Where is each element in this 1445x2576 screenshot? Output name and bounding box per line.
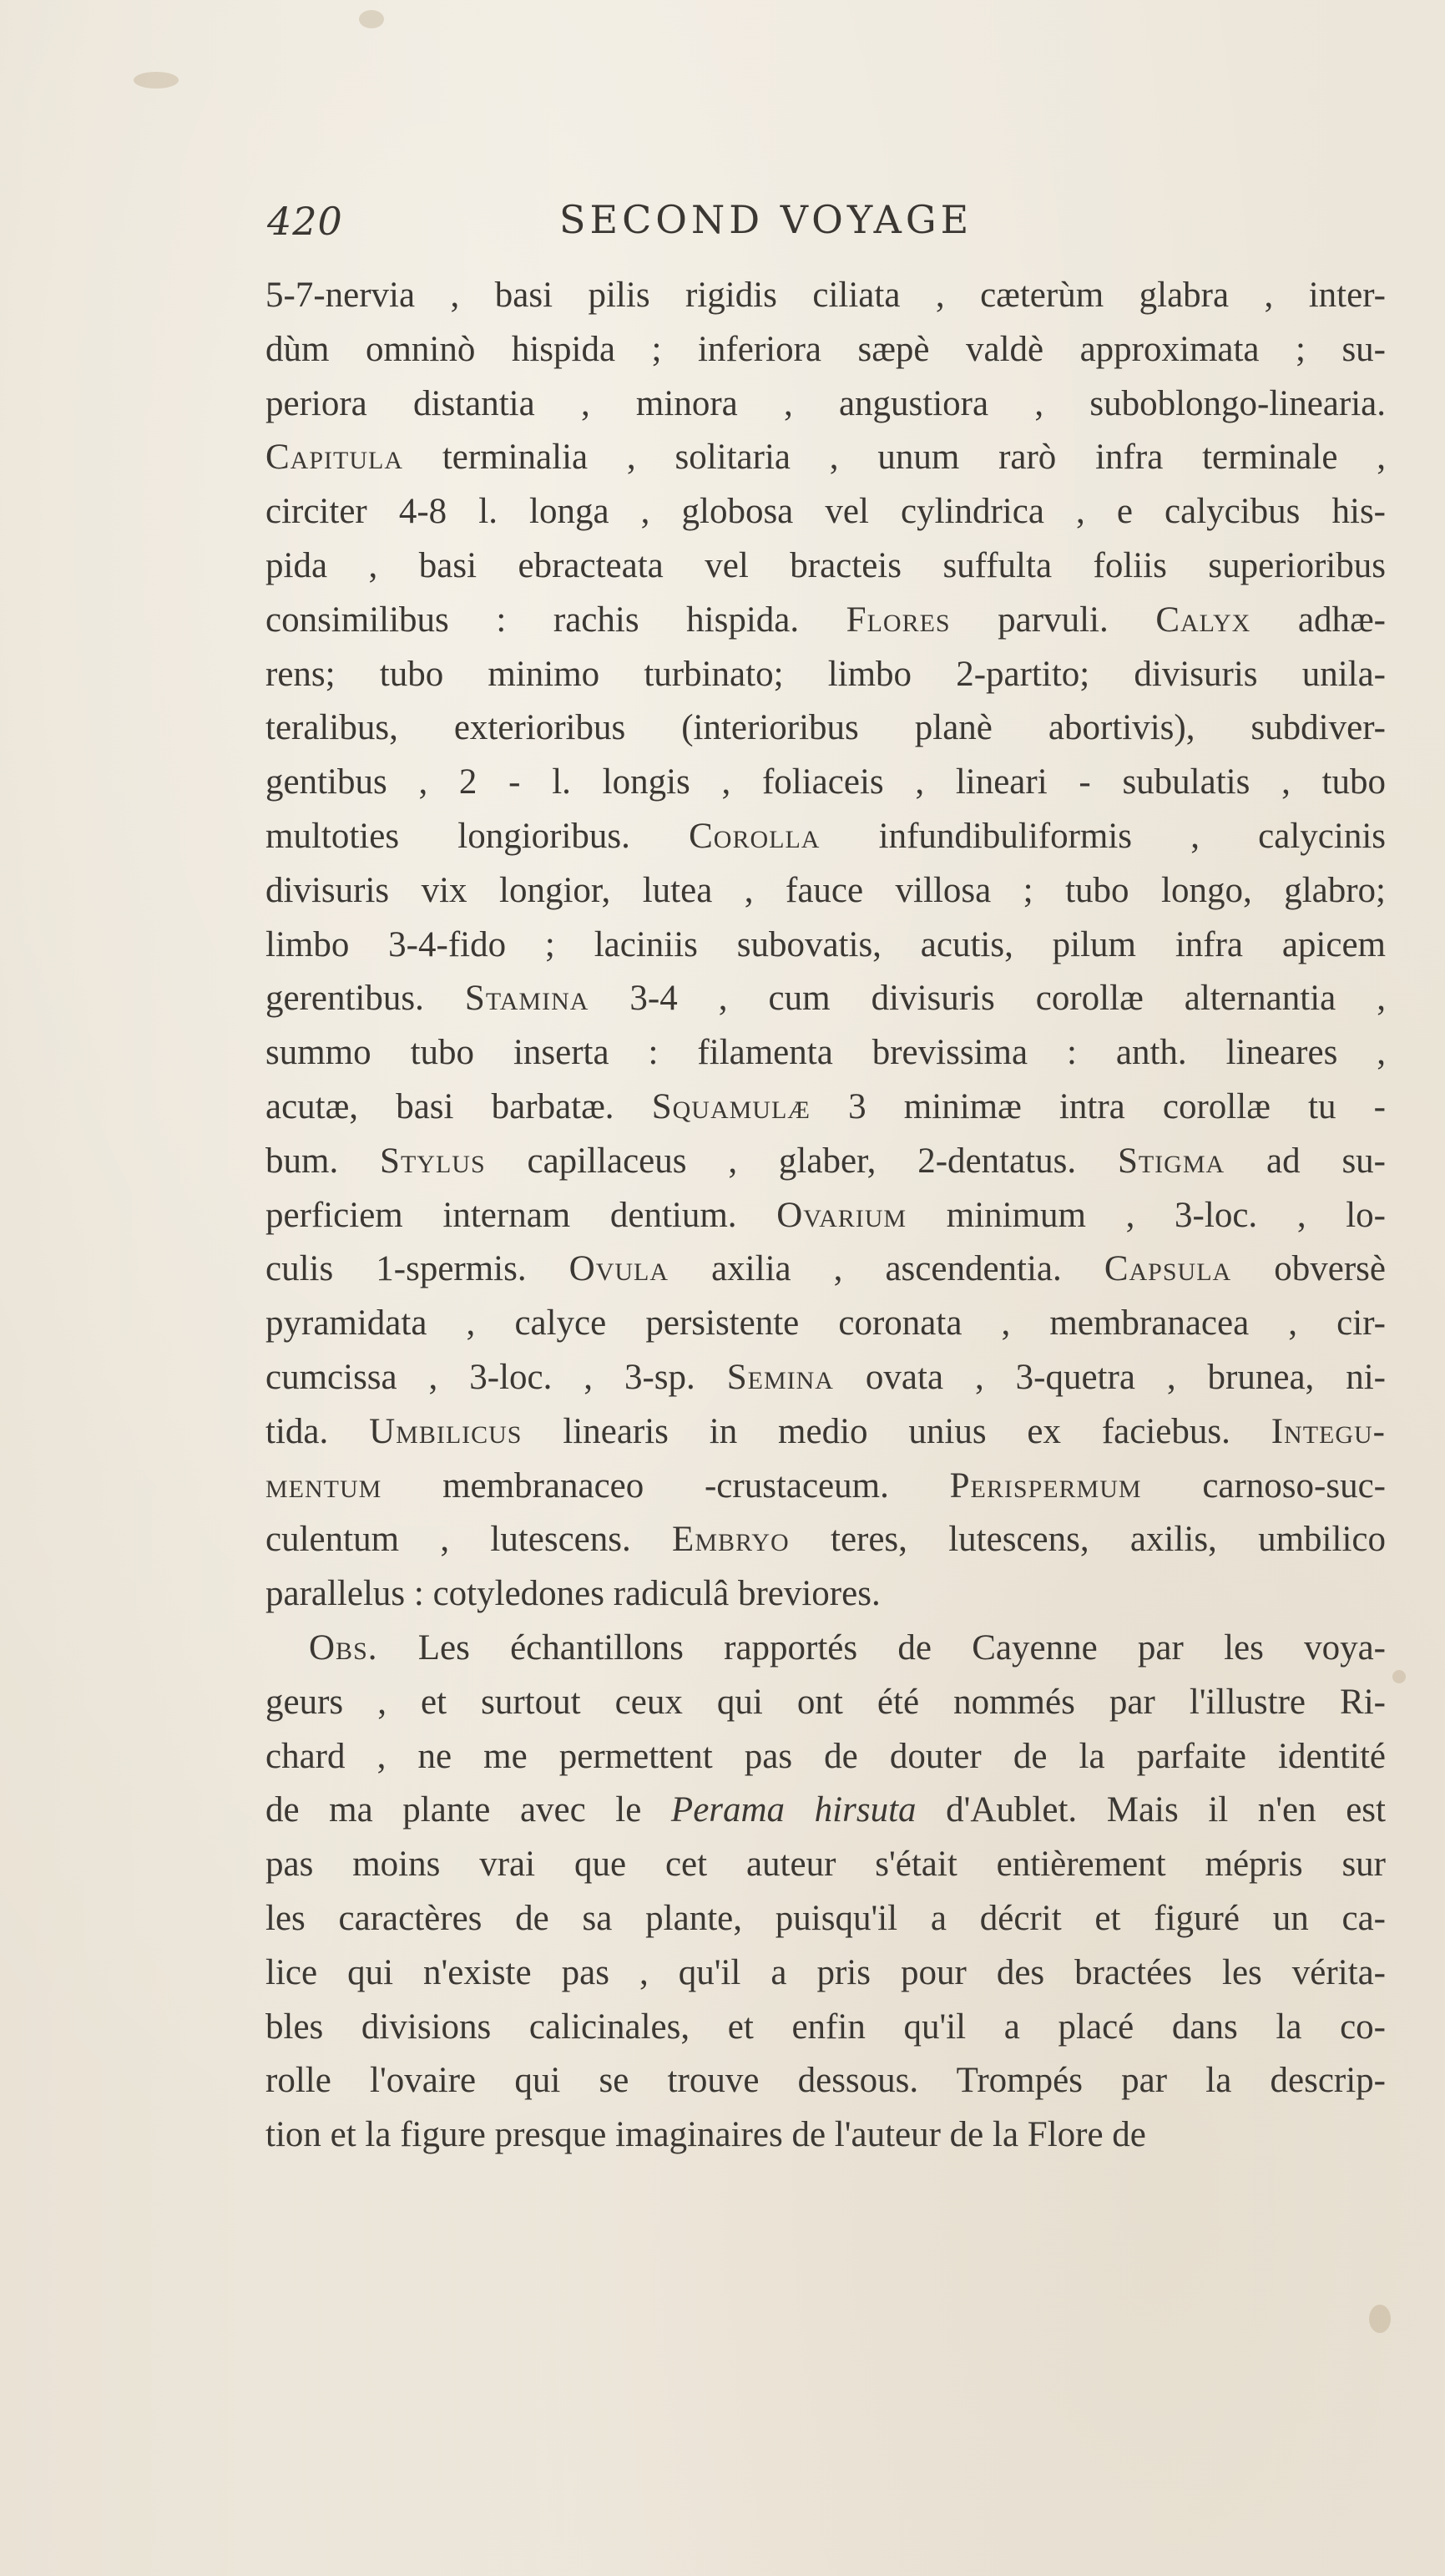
text-line <box>265 594 1386 648</box>
text-run: teralibus, exterioribus (interioribus planè abortivis), subdiver- <box>265 708 1386 748</box>
text-run: membranaceo -crustaceum. <box>381 1465 950 1506</box>
text-run: consimilibus : rachis hispida. <box>265 600 846 640</box>
text-line <box>265 323 1386 377</box>
small-caps-term: Perispermum <box>949 1465 1142 1506</box>
text-run: infundibuliformis , calycinis <box>820 816 1387 856</box>
text-run: obversè <box>1231 1249 1386 1289</box>
text-line <box>265 1189 1386 1243</box>
text-run: carnoso-suc- <box>1141 1465 1386 1506</box>
text-run: chard , ne me permettent pas de douter de la parfaite identité <box>265 1736 1386 1776</box>
small-caps-term: Semina <box>726 1357 834 1397</box>
text-run: minimum , 3-loc. , lo- <box>907 1195 1386 1235</box>
text-run: pas moins vrai que cet auteur s'était entièrement mépris sur <box>265 1845 1386 1885</box>
text-run: 3-4 , cum divisuris corollæ alternantia , <box>589 979 1387 1019</box>
text-line <box>265 1567 1386 1622</box>
text-line <box>265 1622 1386 1676</box>
text-line <box>265 864 1386 919</box>
body-text <box>265 269 1386 2163</box>
text-line <box>265 1460 1386 1514</box>
text-run: pyramidata , calyce persistente coronata , membranacea , cir- <box>265 1303 1386 1344</box>
text-run: axilia , ascendentia. <box>669 1249 1104 1289</box>
text-line <box>265 485 1386 539</box>
small-caps-term: Squamulæ <box>651 1086 811 1126</box>
small-caps-term: Capitula <box>265 438 404 478</box>
text-line <box>265 2054 1386 2108</box>
text-line <box>265 1676 1386 1730</box>
text-line <box>265 1892 1386 1946</box>
text-line <box>265 919 1386 973</box>
text-line <box>265 377 1386 432</box>
text-line <box>265 1784 1386 1838</box>
text-run: capillaceus , glaber, 2-dentatus. <box>485 1141 1118 1181</box>
text-run: geurs , et surtout ceux qui ont été nommés par l'illustre Ri- <box>265 1682 1386 1722</box>
text-run: tida. <box>265 1411 370 1451</box>
text-run: cumcissa , 3-loc. , 3-sp. <box>265 1357 727 1397</box>
small-caps-term: Ovarium <box>776 1195 907 1235</box>
text-run: linearis in medio unius ex faciebus. <box>522 1411 1271 1451</box>
small-caps-term: Stigma <box>1117 1141 1225 1181</box>
text-line <box>265 269 1386 323</box>
text-run: rolle l'ovaire qui se trouve dessous. Trompés par la descrip- <box>265 2061 1386 2101</box>
text-run: limbo 3-4-fido ; laciniis subovatis, acutis, pilum infra apicem <box>265 924 1386 964</box>
text-line <box>265 1513 1386 1567</box>
small-caps-term: Umbilicus <box>369 1411 523 1451</box>
text-run: gentibus , 2 - l. longis , foliaceis , lineari - subulatis , tubo <box>265 762 1386 802</box>
text-run: 5-7-nervia , basi pilis rigidis ciliata , cæterùm glabra , inter- <box>265 276 1386 315</box>
text-run: rens; tubo minimo turbinato; limbo 2-partito; divisuris unila- <box>265 654 1386 694</box>
paper-stain <box>1369 2305 1391 2333</box>
text-line <box>265 539 1386 594</box>
page-header <box>267 194 1419 252</box>
text-run: divisuris vix longior, lutea , fauce villosa ; tubo longo, glabro; <box>265 870 1386 910</box>
text-run: gerentibus. <box>265 979 465 1019</box>
text-line <box>265 756 1386 810</box>
text-run: bum. <box>265 1141 381 1181</box>
text-run: culentum , lutescens. <box>265 1520 673 1560</box>
page-number: 420 <box>267 199 343 244</box>
text-run: periora distantia , minora , angustiora , suboblongo-linearia. <box>265 383 1386 423</box>
text-run: Les échantillons rapportés de Cayenne par les voya- <box>377 1627 1386 1668</box>
small-caps-term: Obs. <box>309 1627 378 1668</box>
text-line <box>265 1135 1386 1189</box>
text-line <box>265 648 1386 702</box>
italic-term: Perama hirsuta <box>670 1790 917 1830</box>
text-run: teres, lutescens, axilis, umbilico <box>789 1520 1386 1560</box>
text-line <box>265 431 1386 485</box>
text-run: les caractères de sa plante, puisqu'il a décrit et figuré un ca- <box>265 1898 1386 1938</box>
text-run: circiter 4-8 l. longa , globosa vel cylindrica , e calycibus his- <box>265 492 1386 532</box>
text-line <box>265 1081 1386 1135</box>
text-run: 3 minimæ intra corollæ tu - <box>810 1086 1386 1126</box>
paper-stain <box>359 10 384 28</box>
text-run: d'Aublet. Mais il n'en est <box>916 1790 1386 1830</box>
text-run: multoties longioribus. <box>265 816 690 856</box>
text-run: ovata , 3-quetra , brunea, ni- <box>833 1357 1386 1397</box>
small-caps-term: Ovula <box>568 1249 669 1289</box>
text-run: culis 1-spermis. <box>265 1249 569 1289</box>
text-line <box>265 2001 1386 2055</box>
text-line <box>265 972 1386 1026</box>
observation-paragraph <box>265 1622 1386 2163</box>
running-head: SECOND VOYAGE <box>559 197 973 242</box>
text-run: summo tubo inserta : filamenta brevissima : anth. lineares , <box>265 1033 1386 1073</box>
text-line <box>265 1405 1386 1460</box>
species-description <box>265 269 1386 1622</box>
text-run: parallelus : cotyledones radiculâ breviores. <box>265 1574 881 1614</box>
text-run: perficiem internam dentium. <box>265 1195 777 1235</box>
text-line <box>265 1297 1386 1351</box>
paper-stain <box>1392 1670 1406 1683</box>
text-run: acutæ, basi barbatæ. <box>265 1086 652 1126</box>
paper-stain <box>134 72 179 89</box>
text-line <box>265 1946 1386 2001</box>
text-run: de ma plante avec le <box>265 1790 671 1830</box>
small-caps-term: Capsula <box>1104 1249 1232 1289</box>
text-line <box>265 2108 1386 2163</box>
small-caps-term: mentum <box>265 1465 382 1506</box>
small-caps-term: Embryo <box>672 1520 790 1560</box>
text-line <box>265 701 1386 756</box>
small-caps-term: Corolla <box>689 816 821 856</box>
small-caps-term: Flores <box>846 600 951 640</box>
text-run: pida , basi ebracteata vel bracteis suffulta foliis superioribus <box>265 545 1386 585</box>
text-line <box>265 1838 1386 1892</box>
text-run: bles divisions calicinales, et enfin qu'il a placé dans la co- <box>265 2007 1386 2047</box>
small-caps-term: Stylus <box>380 1141 486 1181</box>
small-caps-term: Integu- <box>1271 1411 1387 1451</box>
text-line <box>265 1026 1386 1081</box>
text-run: tion et la figure presque imaginaires de l'auteur de la Flore de <box>265 2115 1146 2155</box>
text-run: lice qui n'existe pas , qu'il a pris pour des bractées les vérita- <box>265 1952 1386 1992</box>
text-run: parvuli. <box>950 600 1156 640</box>
small-caps-term: Stamina <box>464 979 589 1019</box>
text-run: ad su- <box>1225 1141 1387 1181</box>
small-caps-term: Calyx <box>1155 600 1251 640</box>
text-run: dùm omninò hispida ; inferiora sæpè valdè approximata ; su- <box>265 329 1386 369</box>
text-line <box>265 1351 1386 1405</box>
text-run: adhæ- <box>1250 600 1386 640</box>
text-line <box>265 1242 1386 1297</box>
text-line <box>265 1730 1386 1784</box>
text-line <box>265 810 1386 864</box>
text-run: terminalia , solitaria , unum rarò infra terminale , <box>403 438 1386 478</box>
